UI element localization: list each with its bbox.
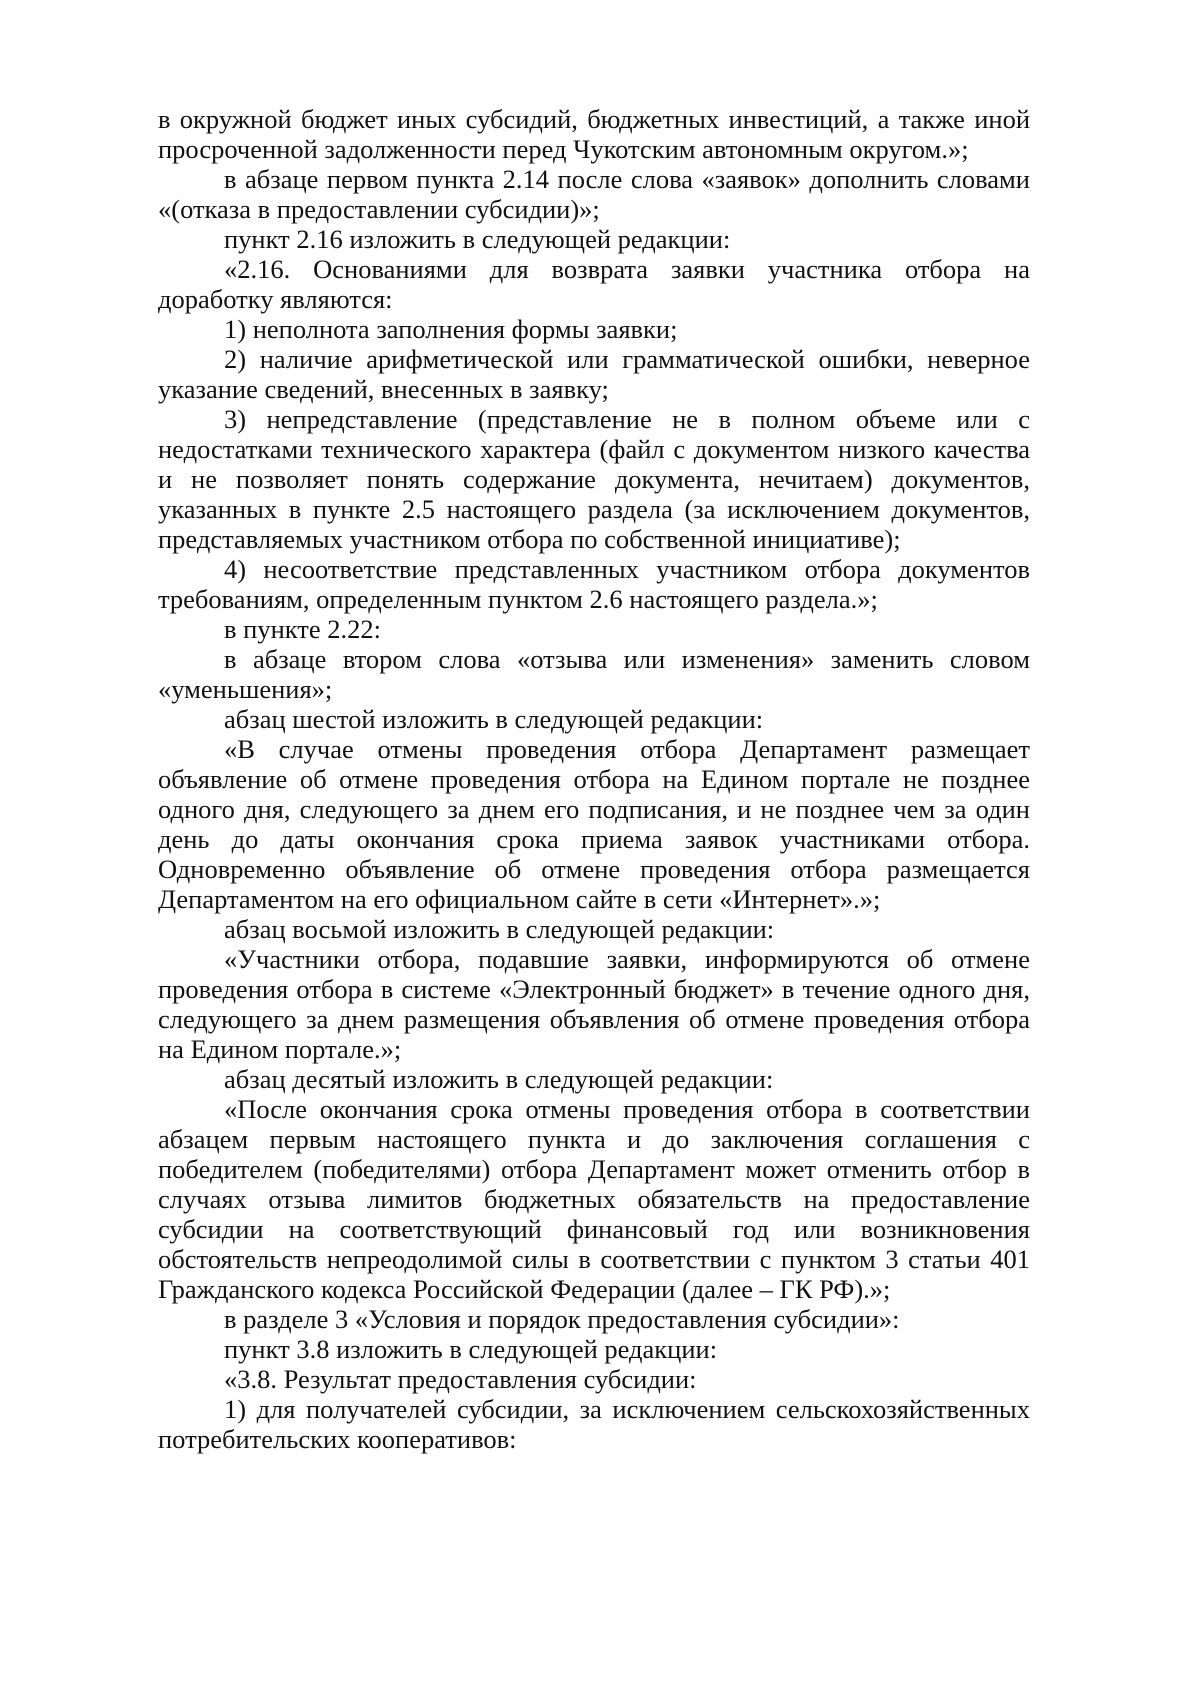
- paragraph-13: абзац восьмой изложить в следующей редакции:: [224, 914, 775, 944]
- paragraph-1: в окружной бюджет иных субсидий, бюджетных инвестиций, а также иной просроченной задолженности перед Чукотским автономным округом.»;: [158, 104, 1030, 164]
- paragraph-12: «В случае отмены проведения отбора Департамент размещает объявление об отмене проведения отбора на Едином портале не позднее одного дня, следующего за днем его подписания, и не позднее чем за один день до даты окончания срока приема заявок участниками отбора. Одновременно объявление об отмене проведения отбора размещается Департаментом на его официальном сайте в сети «Интернет».»;: [158, 734, 1030, 914]
- paragraph-20: 1) для получателей субсидии, за исключением сельскохозяйственных потребительских кооперативов:: [158, 1394, 1030, 1454]
- paragraph-4: «2.16. Основаниями для возврата заявки участника отбора на доработку являются:: [158, 254, 1030, 314]
- paragraph-11: абзац шестой изложить в следующей редакции:: [224, 704, 764, 734]
- paragraph-2: в абзаце первом пункта 2.14 после слова «заявок» дополнить словами «(отказа в предоставлении субсидии)»;: [158, 164, 1030, 224]
- paragraph-5: 1) неполнота заполнения формы заявки;: [224, 314, 678, 344]
- paragraph-19: «3.8. Результат предоставления субсидии:: [224, 1364, 697, 1394]
- paragraph-6: 2) наличие арифметической или грамматической ошибки, неверное указание сведений, внесенных в заявку;: [158, 344, 1030, 404]
- paragraph-8: 4) несоответствие представленных участником отбора документов требованиям, определенным пунктом 2.6 настоящего раздела.»;: [158, 554, 1030, 614]
- paragraph-7: 3) непредставление (представление не в полном объеме или с недостатками технического характера (файл с документом низкого качества и не позволяет понять содержание документа, нечитаем) документов, указанных в пункте 2.5 настоящего раздела (за исключением документов, представляемых участником отбора по собственной инициативе);: [158, 404, 1030, 554]
- paragraph-14: «Участники отбора, подавшие заявки, информируются об отмене проведения отбора в системе «Электронный бюджет» в течение одного дня, следующего за днем размещения объявления об отмене проведения отбора на Едином портале.»;: [158, 944, 1030, 1064]
- paragraph-10: в абзаце втором слова «отзыва или изменения» заменить словом «уменьшения»;: [158, 644, 1030, 704]
- paragraph-15: абзац десятый изложить в следующей редакции:: [224, 1064, 774, 1094]
- paragraph-18: пункт 3.8 изложить в следующей редакции:: [224, 1334, 718, 1364]
- paragraph-9: в пункте 2.22:: [224, 614, 381, 644]
- paragraph-16: «После окончания срока отмены проведения отбора в соответствии абзацем первым настоящего пункта и до заключения соглашения с победителем (победителями) отбора Департамент может отменить отбор в случаях отзыва лимитов бюджетных обязательств на предоставление субсидии на соответствующий финансовый год или возникновения обстоятельств непреодолимой силы в соответствии с пунктом 3 статьи 401 Гражданского кодекса Российской Федерации (далее – ГК РФ).»;: [158, 1094, 1030, 1304]
- paragraph-17: в разделе 3 «Условия и порядок предоставления субсидии»:: [224, 1304, 900, 1334]
- paragraph-3: пункт 2.16 изложить в следующей редакции:: [224, 224, 731, 254]
- document-body: [158, 104, 1030, 1454]
